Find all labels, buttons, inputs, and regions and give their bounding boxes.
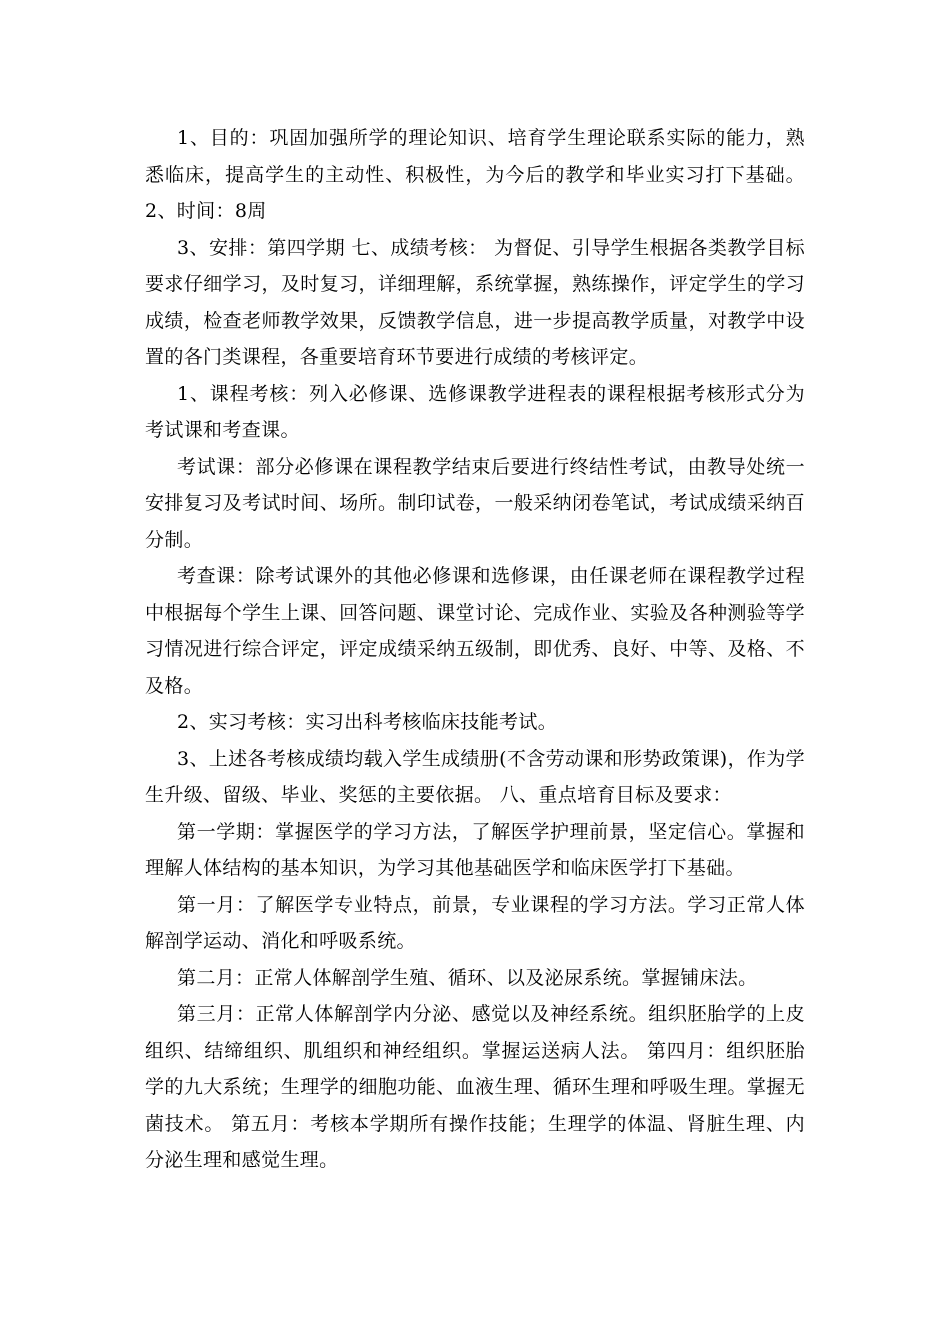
paragraph-course-assessment: 1、课程考核：列入必修课、选修课教学进程表的课程根据考核形式分为考试课和考查课。 [145,382,805,441]
paragraph-exam-course: 考试课：部分必修课在课程教学结束后要进行终结性考试，由教导处统一安排复习及考试时间、场所。制印试卷，一般采纳闭卷笔试，考试成绩采纳百分制。 [145,455,805,551]
paragraph-grade-records: 3、上述各考核成绩均载入学生成绩册(不含劳动课和形势政策课)，作为学生升级、留级、毕业、奖惩的主要依据。 八、重点培育目标及要求： [145,747,805,806]
paragraph-arrangement-assessment: 3、安排：第四学期 七、成绩考核： 为督促、引导学生根据各类教学目标要求仔细学习，及时复习，详细理解，系统掌握，熟练操作，评定学生的学习成绩，检查老师教学效果，反馈教学信息，进一步提高教学质量，对教学中设置的各门类课程，各重要培育环节要进行成绩的考核评定。 [145,236,805,368]
document-body [145,120,805,1179]
paragraph-month-one: 第一月：了解医学专业特点，前景，专业课程的学习方法。学习正常人体解剖学运动、消化和呼吸系统。 [145,893,805,952]
paragraph-internship-assessment: 2、实习考核：实习出科考核临床技能考试。 [177,711,558,733]
paragraph-month-three-to-five: 第三月：正常人体解剖学内分泌、感觉以及神经系统。组织胚胎学的上皮组织、结缔组织、肌组织和神经组织。掌握运送病人法。 第四月：组织胚胎学的九大系统；生理学的细胞功能、血液生理、循环生理和呼吸生理。掌握无菌技术。 第五月：考核本学期所有操作技能；生理学的体温、肾脏生理、内分泌生理和感觉生理。 [145,1003,805,1171]
paragraph-first-semester: 第一学期：掌握医学的学习方法，了解医学护理前景，坚定信心。掌握和理解人体结构的基本知识，为学习其他基础医学和临床医学打下基础。 [145,820,805,879]
paragraph-month-two: 第二月：正常人体解剖学生殖、循环、以及泌尿系统。掌握铺床法。 [177,966,758,989]
paragraph-check-course: 考查课：除考试课外的其他必修课和选修课，由任课老师在课程教学过程中根据每个学生上课、回答问题、课堂讨论、完成作业、实验及各种测验等学习情况进行综合评定，评定成绩采纳五级制，即优秀、良好、中等、及格、不及格。 [145,565,805,697]
paragraph-purpose-time: 1、目的：巩固加强所学的理论知识、培育学生理论联系实际的能力，熟悉临床，提高学生的主动性、积极性，为今后的教学和毕业实习打下基础。 2、时间：8周 [145,127,805,222]
